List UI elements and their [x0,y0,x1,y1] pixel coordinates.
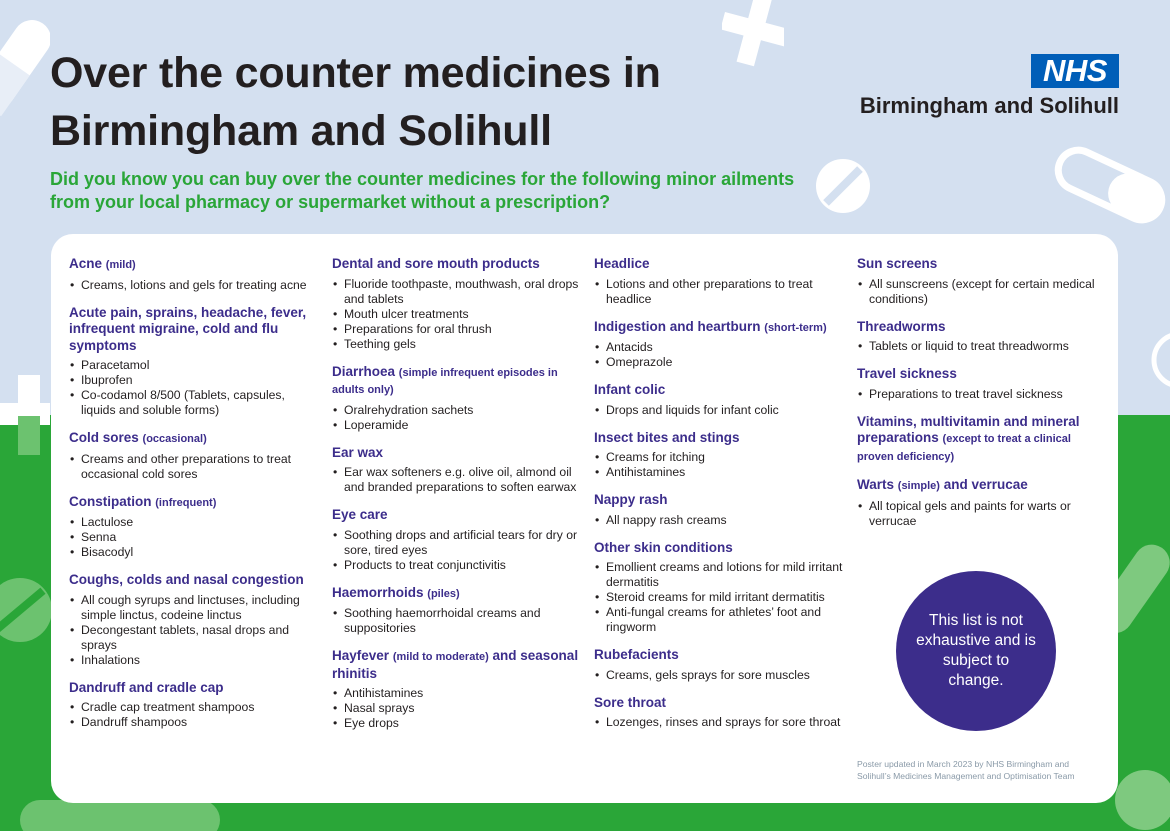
ailment-heading [332,445,584,462]
medicine-list-item: • All nappy rash creams [594,513,846,528]
medicine-list [857,387,1097,402]
column-4 [857,256,1097,541]
ailment-title: Dandruff and cradle cap [69,679,224,695]
medicine-list-item: • Creams, lotions and gels for treating acne [69,278,321,293]
medicine-list-item: • Oralrehydration sachets [332,403,584,418]
ailment-title-continued: and seasonal rhinitis [332,648,579,681]
medicine-list-item: • Mouth ulcer treatments [332,307,584,322]
ailment-section [594,647,846,683]
medicine-list-item: • Tablets or liquid to treat threadworms [857,339,1097,354]
medicine-list-item: • Drops and liquids for infant colic [594,403,846,418]
organisation-name: Birmingham and Solihull [859,93,1119,118]
ailment-title: Other skin conditions [594,539,733,555]
medicine-list [594,560,846,635]
ailment-heading [857,366,1097,383]
ailment-title: Sun screens [857,256,938,271]
ailment-section [594,319,846,371]
nhs-logo: NHS [1031,54,1119,88]
ailment-section [69,305,321,419]
subtitle: Did you know you can buy over the counter medicines for the following minor ailments from your local pharmacy or supermarket without a prescription? [50,169,795,212]
medicine-list-item: • Preparations for oral thrush [332,322,584,337]
ailment-section [594,695,846,731]
medicine-list-item: • Anti-fungal creams for athletes’ foot and ringworm [594,605,846,635]
medicine-list-item: • Senna [69,530,321,545]
medicine-list-item: • Steroid creams for mild irritant dermatitis [594,590,846,605]
ailment-title: Infant colic [594,382,666,397]
ailment-heading [857,319,1097,336]
ailment-title: Threadworms [857,318,946,334]
medicine-list-item: • All sunscreens (except for certain medical conditions) [857,277,1097,307]
medicine-list [69,358,321,418]
medicine-list [594,277,846,307]
medicine-list-item: • Fluoride toothpaste, mouthwash, oral drops and tablets [332,277,584,307]
medicine-list-item: • Antihistamines [332,686,584,701]
medicine-list-item: • Inhalations [69,653,321,668]
ailment-section [857,414,1097,466]
medicine-list [69,515,321,560]
ailment-section [857,319,1097,355]
medicine-list-item: • Ear wax softeners e.g. olive oil, almond oil and branded preparations to soften earwax [332,465,584,495]
ailment-title-continued: and verrucae [943,477,1028,492]
medicine-list-item: • Bisacodyl [69,545,321,560]
ailment-heading [69,572,321,589]
ailment-note: (except to treat a clinical proven deficiency) [857,433,1071,463]
ailment-heading [69,680,321,697]
medicine-list-item: • Dandruff shampoos [69,715,321,730]
medicine-list-item: • Lotions and other preparations to treat headlice [594,277,846,307]
column-2 [332,256,584,743]
medicine-list-item: • Eye drops [332,716,584,731]
ailment-heading [594,695,846,712]
ailment-section [332,507,584,573]
poster-footnote: Poster updated in March 2023 by NHS Birmingham and Solihull’s Medicines Management and Optimisation Team [857,759,1075,781]
ailment-note: (occasional) [142,433,207,445]
ailment-section [332,364,584,433]
ailment-title: Acute pain, sprains, headache, fever, infrequent migraine, cold and flu symptoms [69,304,307,353]
medicine-list-item: • Teething gels [332,337,584,352]
ailment-heading [332,648,584,682]
ailment-title: Constipation [69,493,152,509]
ailment-heading [332,364,584,399]
ailment-section [594,382,846,418]
ailment-title: Haemorrhoids [332,584,424,600]
ailment-heading [594,430,846,447]
medicines-list-card [51,234,1118,803]
ailment-note: (mild) [105,259,136,271]
column-1 [69,256,321,742]
medicine-list [332,528,584,573]
ailment-heading [332,585,584,603]
ailment-title: Eye care [332,507,388,522]
medicine-list [857,339,1097,354]
pill-capsule-icon [1050,140,1170,230]
ailment-heading [594,319,846,337]
ailment-section [332,445,584,496]
ailment-section [69,430,321,482]
medicine-list-item: • Omeprazole [594,355,846,370]
medicine-list-item: • Decongestant tablets, nasal drops and sprays [69,623,321,653]
disclaimer-text: This list is not exhaustive and is subject to change. [916,612,1036,689]
medicine-list [594,668,846,683]
ailment-heading [857,477,1097,495]
cross-icon [722,0,784,70]
medicine-list-item: • Cradle cap treatment shampoos [69,700,321,715]
medicine-list-item: • Co-codamol 8/500 (Tablets, capsules, liquids and soluble forms) [69,388,321,418]
ailment-heading [69,430,321,448]
ailment-heading [69,305,321,355]
ailment-heading [594,256,846,273]
medicine-list-item: • Antacids [594,340,846,355]
ailment-title: Travel sickness [857,366,957,381]
medicine-list [594,513,846,528]
ailment-heading [594,492,846,509]
ailment-title: Nappy rash [594,492,668,507]
medicine-list-item: • Loperamide [332,418,584,433]
medicine-list [332,606,584,636]
ailment-section [332,585,584,637]
ailment-title: Diarrhoea [332,363,396,379]
ailment-section [594,256,846,307]
medicine-list-item: • Emollient creams and lotions for mild irritant dermatitis [594,560,846,590]
disclaimer-badge [896,571,1056,731]
ailment-title: Vitamins, multivitamin and mineral preparations [857,413,1080,445]
medicine-list-item: • Soothing haemorrhoidal creams and suppositories [332,606,584,636]
title-line-1: Over the counter medicines in [50,49,661,97]
medicine-list [69,278,321,293]
ailment-section [857,477,1097,529]
ailment-heading [594,647,846,664]
column-3 [594,256,846,742]
ailment-title: Rubefacients [594,647,679,662]
medicine-list-item: • Antihistamines [594,465,846,480]
ailment-section [332,648,584,731]
medicine-list-item: • Nasal sprays [332,701,584,716]
ailment-title: Coughs, colds and nasal congestion [69,572,304,587]
medicine-list [332,686,584,731]
ailment-title: Sore throat [594,694,667,710]
ailment-section [69,494,321,561]
ailment-title: Ear wax [332,444,384,460]
ailment-heading [857,256,1097,273]
ailment-section [69,680,321,731]
page-title [50,44,661,160]
ailment-note: (mild to moderate) [392,651,489,663]
medicine-list-item: • Creams for itching [594,450,846,465]
ailment-title: Hayfever [332,648,390,663]
ailment-section [857,366,1097,402]
ailment-heading [332,507,584,524]
medicine-list [332,277,584,352]
medicine-list-item: • All cough syrups and linctuses, including simple linctus, codeine linctus [69,593,321,623]
ailment-title: Headlice [594,256,650,271]
ailment-note: (simple) [897,480,940,492]
medicine-list [69,452,321,482]
medicine-list [857,499,1097,529]
ailment-heading [69,256,321,274]
ailment-title: Warts [857,477,895,492]
medicine-list-item: • Ibuprofen [69,373,321,388]
medicine-list [857,277,1097,307]
ailment-title: Acne [69,256,103,271]
title-line-2: Birmingham and Solihull [50,107,552,155]
medicine-list [594,450,846,480]
ailment-note: (simple infrequent episodes in adults only) [332,366,558,396]
ailment-note: (infrequent) [155,496,217,509]
medicine-list-item: • Preparations to treat travel sickness [857,387,1097,402]
ailment-heading [594,382,846,399]
medicine-list-item: • Creams and other preparations to treat occasional cold sores [69,452,321,482]
ailment-title: Insect bites and stings [594,429,740,445]
ailment-section [332,256,584,352]
ailment-title: Indigestion and heartburn [594,318,761,334]
ailment-heading [332,256,584,273]
ailment-heading [594,540,846,557]
medicine-list [594,403,846,418]
ailment-heading [857,414,1097,466]
medicine-list-item: • Soothing drops and artificial tears for dry or sore, tired eyes [332,528,584,558]
medicine-list [594,715,846,730]
ailment-section [594,540,846,636]
cross-icon [0,370,55,460]
medicine-list-item: • Lozenges, rinses and sprays for sore throat [594,715,846,730]
pill-tablet-icon [0,560,55,660]
pill-tablet-icon [1150,330,1170,390]
medicine-list-item: • All topical gels and paints for warts or verrucae [857,499,1097,529]
medicine-list [332,465,584,495]
medicine-list-item: • Creams, gels sprays for sore muscles [594,668,846,683]
pill-tablet-icon [815,158,871,214]
medicine-list-item: • Lactulose [69,515,321,530]
medicine-list [332,403,584,433]
ailment-section [594,430,846,481]
medicine-list [594,340,846,370]
ailment-title: Dental and sore mouth products [332,256,540,271]
ailment-heading [69,494,321,512]
ailment-section [594,492,846,528]
ailment-section [69,256,321,293]
pill-tablet-icon [1115,760,1170,831]
ailment-title: Cold sores [69,430,139,445]
medicine-list [69,700,321,730]
pill-capsule-icon [0,10,50,120]
medicine-list-item: • Products to treat conjunctivitis [332,558,584,573]
ailment-section [857,256,1097,307]
medicine-list [69,593,321,668]
medicine-list-item: • Paracetamol [69,358,321,373]
ailment-note: (piles) [427,587,460,600]
ailment-note: (short-term) [764,321,827,334]
ailment-section [69,572,321,668]
